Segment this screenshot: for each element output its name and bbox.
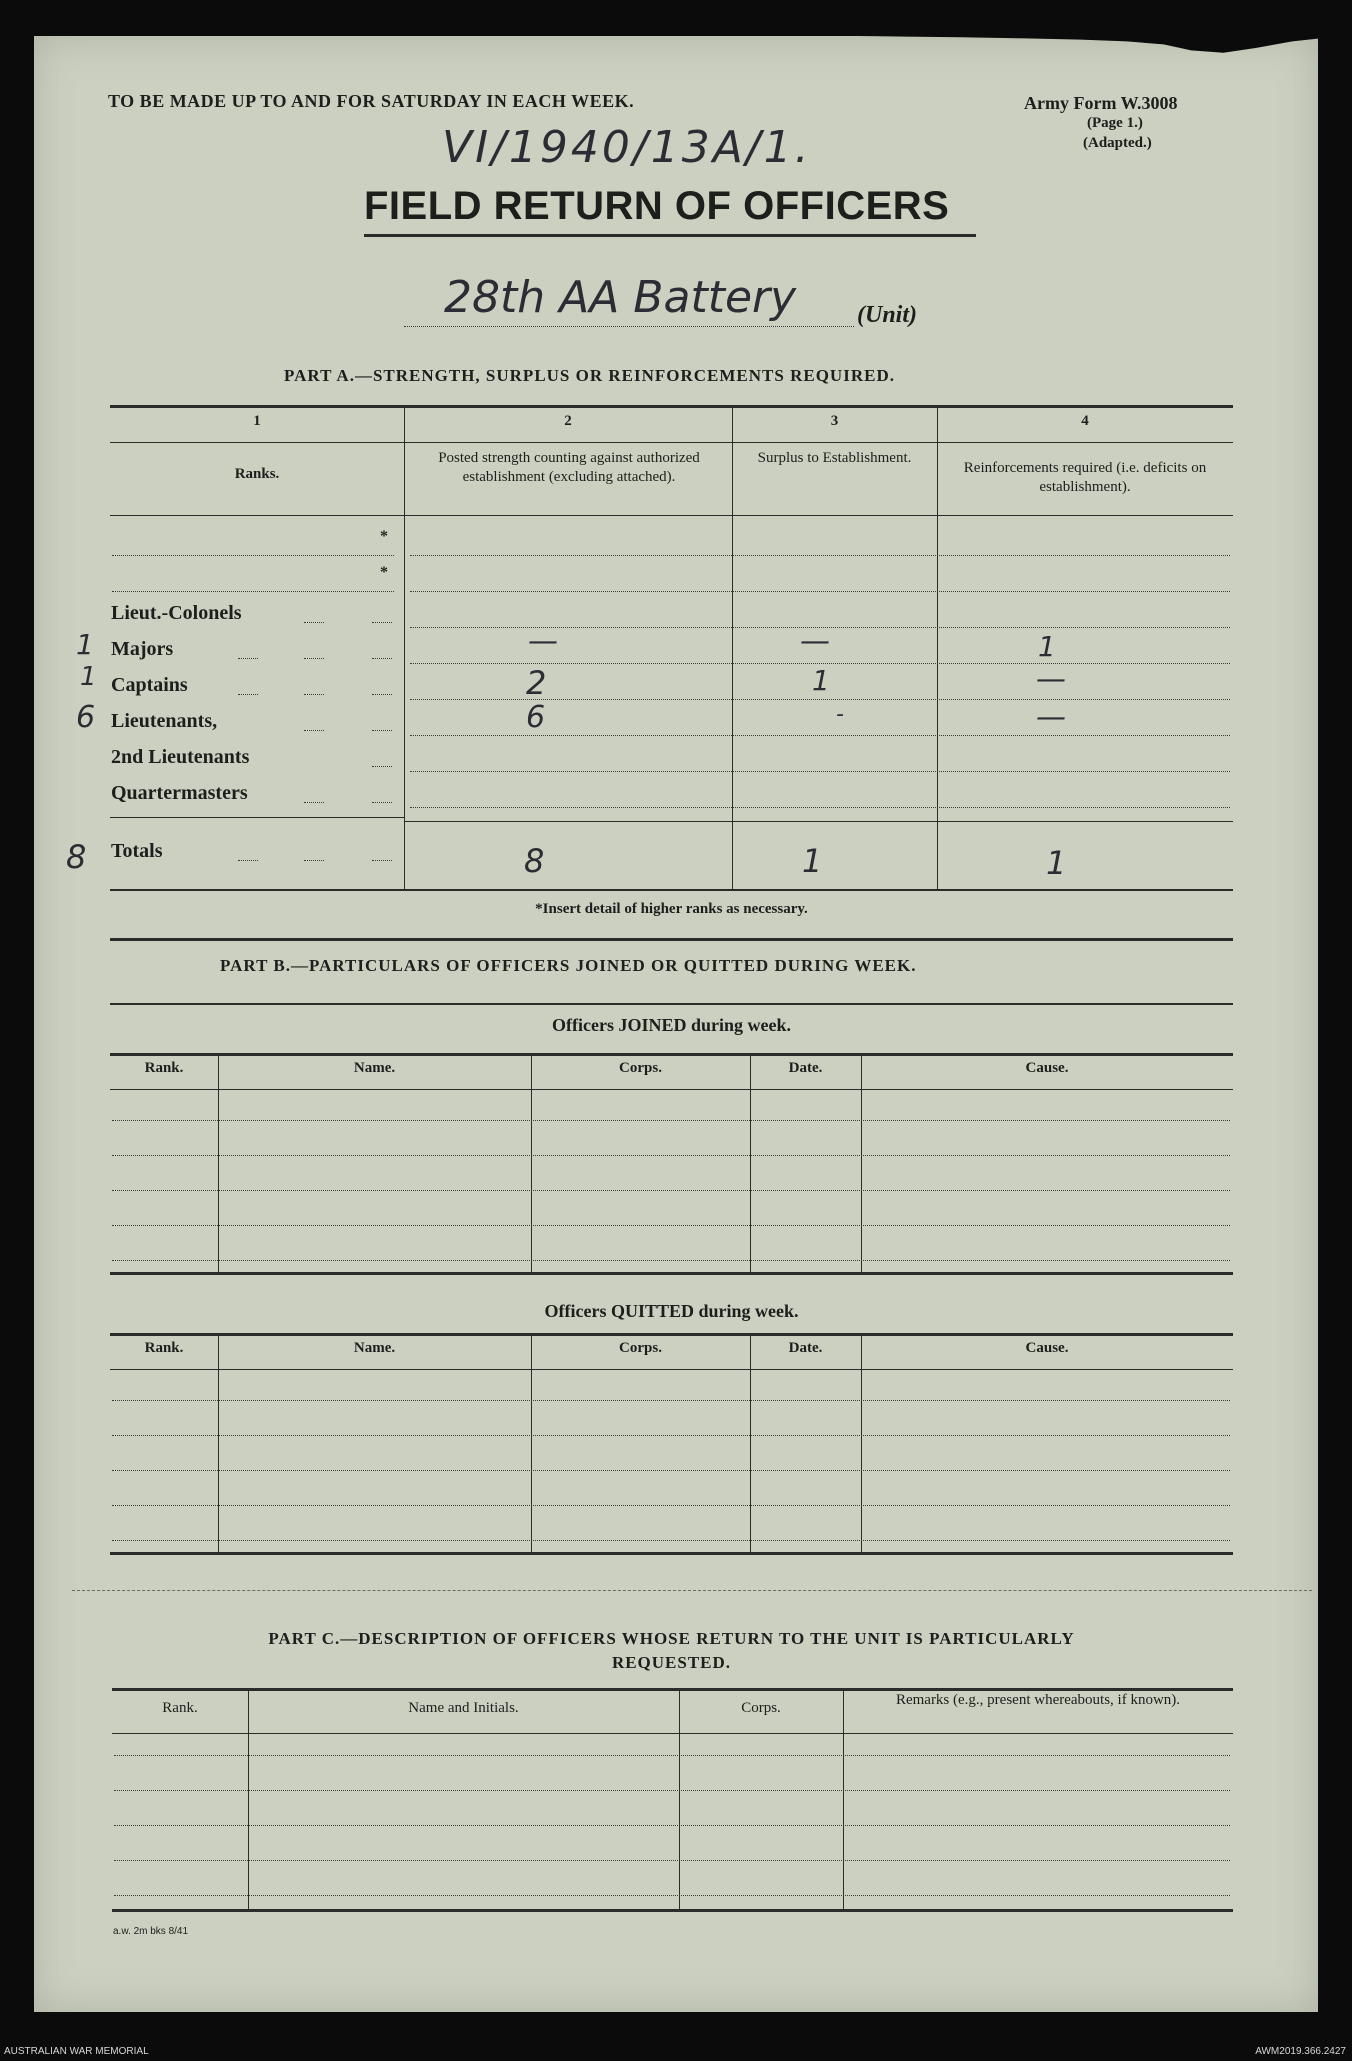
rank-2nd-lieutenants: 2nd Lieutenants [111,746,250,768]
joined-col-name: Name. [353,1060,396,1076]
surplus-captains: 1 [812,664,830,697]
posted-totals: 8 [524,842,545,880]
form-adapted: (Adapted.) [1083,135,1152,151]
unit-handwritten: 28th AA Battery [444,272,797,323]
rank-quartermasters: Quartermasters [111,782,248,804]
header-surplus: Surplus to Establishment. [757,450,912,466]
form-title: FIELD RETURN OF OFFICERS [364,184,950,228]
part-c-title-line1: PART C.—DESCRIPTION OF OFFICERS WHOSE RETURN TO THE UNIT IS PARTICULARLY [268,1629,1075,1648]
rank-majors: Majors [111,638,174,660]
col-number-2: 2 [564,413,572,429]
print-code: a.w. 2m bks 8/41 [113,1926,189,1937]
part-c-title-line2: REQUESTED. [611,1653,732,1672]
posted-captains: 2 [526,664,547,702]
quitted-title: Officers QUITTED during week. [544,1301,799,1321]
part-a-top-rule [110,405,1233,408]
instruction-text: TO BE MADE UP TO AND FOR SATURDAY IN EACH WEEK. [108,91,635,111]
form-page: (Page 1.) [1087,115,1143,131]
header-reinforcements: Reinforcements required (i.e. deficits on establishment). [963,460,1207,495]
margin-majors: 1 [76,628,94,661]
reinforce-lieutenants: — [1036,700,1066,735]
part-a-footnote: *Insert detail of higher ranks as necessary. [535,901,808,917]
posted-lieutenants: 6 [526,700,546,735]
reinforce-totals: 1 [1046,844,1067,882]
header-posted-strength: Posted strength counting against authorized establishment (excluding attached). [438,450,700,485]
margin-captains: 1 [80,662,97,692]
unit-label: (Unit) [857,302,917,328]
rank-lieut-colonels: Lieut.-Colonels [111,602,242,624]
quitted-col-corps: Corps. [619,1340,662,1356]
footer-institution: AUSTRALIAN WAR MEMORIAL [4,2046,149,2057]
partc-col-remarks: Remarks (e.g., present whereabouts, if known). [895,1692,1181,1708]
title-underline [364,234,976,237]
header-ranks: Ranks. [234,466,280,482]
col-number-3: 3 [830,413,839,429]
joined-col-date: Date. [788,1060,823,1076]
quitted-col-rank: Rank. [144,1340,184,1356]
quitted-col-date: Date. [788,1340,823,1356]
joined-col-corps: Corps. [619,1060,662,1076]
unit-line [404,326,854,327]
joined-title: Officers JOINED during week. [552,1015,791,1035]
partc-col-rank: Rank. [162,1700,198,1716]
part-b-title: PART B.—PARTICULARS OF OFFICERS JOINED OR QUITTED DURING WEEK. [220,956,917,975]
footer-accession-number: AWM2019.366.2427 [1255,2046,1346,2057]
col-number-1: 1 [253,413,261,429]
joined-col-cause: Cause. [1025,1060,1069,1076]
asterisk-2: * [380,564,388,581]
form-number: Army Form W.3008 [1024,93,1178,113]
rank-captains: Captains [111,674,188,696]
quitted-col-cause: Cause. [1025,1340,1069,1356]
surplus-majors: — [800,624,830,659]
posted-majors: — [528,624,558,659]
col-number-4: 4 [1081,413,1089,429]
handwritten-reference: VI/1940/13A/1. [442,122,812,173]
partc-col-name-initials: Name and Initials. [408,1700,519,1716]
reinforce-majors: 1 [1038,630,1056,663]
asterisk-1: * [380,528,388,545]
joined-col-rank: Rank. [144,1060,184,1076]
reinforce-captains: — [1036,662,1066,697]
quitted-col-name: Name. [353,1340,396,1356]
rank-totals: Totals [111,840,163,862]
surplus-totals: 1 [802,842,823,880]
part-a-title: PART A.—STRENGTH, SURPLUS OR REINFORCEMENTS REQUIRED. [284,366,895,385]
margin-lieutenants: 6 [76,700,96,735]
margin-totals: 8 [66,838,87,876]
surplus-lieutenants: - [836,702,844,727]
partc-col-corps: Corps. [741,1700,781,1716]
rank-lieutenants: Lieutenants, [111,710,218,732]
